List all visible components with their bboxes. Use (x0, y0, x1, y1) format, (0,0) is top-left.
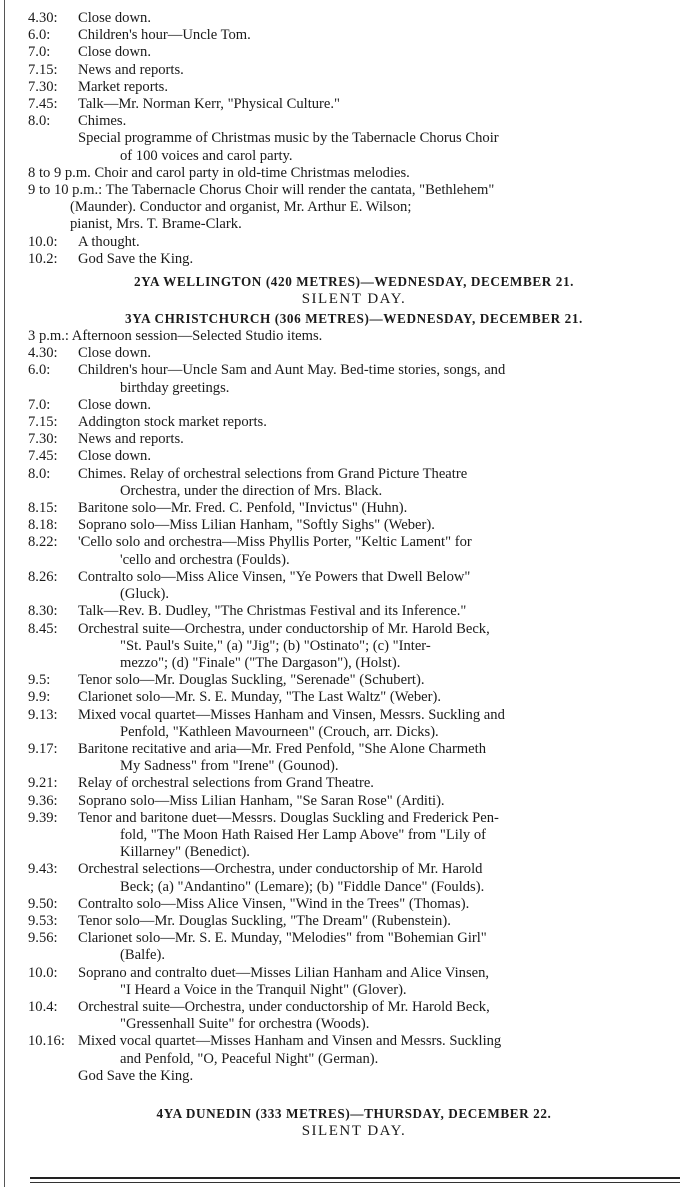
entry-time: 7.15: (28, 414, 58, 431)
entry-time: 7.30: (28, 431, 58, 448)
entry-text: Mixed vocal quartet—Misses Hanham and Vinsen and Messrs. Suckling (78, 1033, 502, 1050)
programme-entry (28, 930, 680, 964)
entry-text: God Save the King. (78, 1067, 194, 1084)
entry-text: Clarionet solo—Mr. S. E. Munday, "Melodies" from "Bohemian Girl" (78, 930, 487, 947)
station-heading: 2YA WELLINGTON (420 METRES)—WEDNESDAY, DECEMBER 21. (133, 274, 575, 290)
entry-text: Baritone solo—Mr. Fred. C. Penfold, "Invictus" (Huhn). (78, 500, 408, 517)
entry-text: Close down. (78, 10, 151, 26)
entry-continuation: (Gluck). (120, 586, 170, 603)
entry-time: 9.39: (28, 809, 58, 826)
station-heading: 3YA CHRISTCHURCH (306 METRES)—WEDNESDAY, DECEMBER 21. (125, 311, 583, 327)
programme-entry (28, 10, 680, 27)
entry-continuation: mezzo"; (d) "Finale" ("The Dargason"), (Holst). (120, 654, 401, 671)
programme-entry (28, 517, 680, 534)
section-3ya-christchurch (28, 310, 680, 1085)
entry-text: Mixed vocal quartet—Misses Hanham and Vinsen, Messrs. Suckling and (78, 706, 505, 723)
entry-text: Contralto solo—Miss Alice Vinsen, "Ye Powers that Dwell Below" (78, 568, 471, 585)
entry-time: 9.53: (28, 912, 58, 929)
footer-rule-thin (30, 1182, 680, 1183)
programme-entry-3pm (28, 328, 680, 345)
entry-continuation: 'cello and orchestra (Foulds). (120, 551, 290, 568)
entry-text: Soprano solo—Miss Lilian Hanham, "Softly Sighs" (Weber). (78, 517, 435, 534)
entry-text: Clarionet solo—Mr. S. E. Munday, "The Last Waltz" (Weber). (78, 689, 441, 706)
entry-continuation: fold, "The Moon Hath Raised Her Lamp Above" from "Lily of (120, 826, 487, 843)
programme-entry (28, 62, 680, 79)
programme-entry (28, 603, 680, 620)
entry-text: Addington stock market reports. (78, 414, 267, 431)
programme-entry (28, 466, 680, 500)
programme-entry (28, 621, 680, 673)
programme-entry (28, 44, 680, 61)
programme-entry (28, 345, 680, 362)
programme-entry (28, 810, 680, 862)
section-continued-programme (28, 10, 680, 268)
entry-text: Relay of orchestral selections from Grand Theatre. (78, 775, 374, 792)
entry-continuation: (Balfe). (120, 947, 165, 964)
entry-time: 8.0: (28, 465, 51, 482)
entry-text: News and reports. (78, 61, 184, 78)
programme-entry (28, 793, 680, 810)
entry-time: 10.16: (28, 1033, 65, 1050)
silent-day-label: SILENT DAY. (301, 1122, 407, 1139)
entry-text: Talk—Mr. Norman Kerr, "Physical Culture." (78, 96, 341, 113)
programme-entry (28, 113, 680, 130)
entry-text: Tenor solo—Mr. Douglas Suckling, "The Dream" (Rubenstein). (78, 912, 451, 929)
entry-text: Close down. (78, 396, 151, 413)
entry-continuation: pianist, Mrs. T. Brame-Clark. (70, 216, 242, 233)
entry-text: 8 to 9 p.m. Choir and carol party in old-time Christmas melodies. (28, 164, 410, 181)
entry-text: Children's hour—Uncle Sam and Aunt May. Bed-time stories, songs, and (78, 362, 506, 379)
entry-time: 4.30: (28, 345, 58, 362)
entry-time: 7.0: (28, 396, 51, 413)
entry-text: God Save the King. (78, 250, 194, 267)
entry-time: 8.15: (28, 500, 58, 517)
silent-day-label: SILENT DAY. (301, 291, 407, 308)
entry-time: 10.2: (28, 250, 58, 267)
programme-entry (28, 534, 680, 568)
entry-time: 8.22: (28, 534, 58, 551)
entry-continuation: Penfold, "Kathleen Mavourneen" (Crouch, arr. Dicks). (120, 723, 439, 740)
section-4ya-dunedin (28, 1105, 680, 1140)
entry-time: 8.30: (28, 603, 58, 620)
entry-time: 8.45: (28, 620, 58, 637)
entry-text: 'Cello solo and orchestra—Miss Phyllis Porter, "Keltic Lament" for (78, 534, 472, 551)
entry-text: Orchestral suite—Orchestra, under conductorship of Mr. Harold Beck, (78, 620, 490, 637)
entry-time: 7.30: (28, 78, 58, 95)
entry-time: 9.21: (28, 775, 58, 792)
programme-entry (28, 689, 680, 706)
entry-continuation: birthday greetings. (120, 379, 230, 396)
entry-text: News and reports. (78, 431, 184, 448)
entry-continuation: Beck; (a) "Andantino" (Lemare); (b) "Fiddle Dance" (Foulds). (120, 878, 485, 895)
entry-time: 9.9: (28, 689, 51, 706)
programme-entry (28, 251, 680, 268)
programme-entry (28, 999, 680, 1033)
entry-time: 9.13: (28, 706, 58, 723)
entry-continuation: "Gressenhall Suite" for orchestra (Woods). (120, 1016, 370, 1033)
entry-time: 9.56: (28, 930, 58, 947)
entry-time: 8.18: (28, 517, 58, 534)
entry-text: 3 p.m.: Afternoon session—Selected Studio items. (28, 328, 323, 345)
programme-entry-9-to-10 (28, 182, 680, 234)
entry-time: 8.0: (28, 113, 51, 130)
special-programme-note (28, 130, 680, 164)
programme-entry (28, 569, 680, 603)
programme-entry (28, 775, 680, 792)
programme-entry (28, 448, 680, 465)
programme-column (28, 10, 680, 1140)
programme-entry (28, 1033, 680, 1067)
programme-entry (28, 96, 680, 113)
programme-entry (28, 741, 680, 775)
programme-entry (28, 707, 680, 741)
programme-entry (28, 913, 680, 930)
entry-continuation: "I Heard a Voice in the Tranquil Night" (Glover). (120, 981, 407, 998)
entry-time: 7.45: (28, 96, 58, 113)
entry-time: 6.0: (28, 362, 51, 379)
entry-time: 7.0: (28, 44, 51, 61)
entry-time: 10.0: (28, 233, 58, 250)
programme-entry (28, 861, 680, 895)
programme-entry (28, 672, 680, 689)
entry-text: Orchestral suite—Orchestra, under conductorship of Mr. Harold Beck, (78, 998, 490, 1015)
entry-text: 9 to 10 p.m.: The Tabernacle Chorus Choir will render the cantata, "Bethlehem" (28, 182, 495, 199)
entry-text: Children's hour—Uncle Tom. (78, 27, 251, 44)
entry-text: Close down. (78, 44, 151, 61)
entry-text: A thought. (78, 233, 140, 250)
programme-entry (28, 500, 680, 517)
entry-continuation: My Sadness" from "Irene" (Gounod). (120, 758, 339, 775)
entry-text: Talk—Rev. B. Dudley, "The Christmas Festival and its Inference." (78, 603, 467, 620)
entry-text: Close down. (78, 345, 151, 362)
programme-entry (28, 896, 680, 913)
entry-text: Contralto solo—Miss Alice Vinsen, "Wind in the Trees" (Thomas). (78, 895, 470, 912)
entry-time: 10.4: (28, 998, 58, 1015)
programme-entry (28, 414, 680, 431)
programme-entry-8-to-9 (28, 165, 680, 182)
entry-continuation: of 100 voices and carol party. (120, 147, 293, 164)
programme-entry (28, 234, 680, 251)
entry-text: Close down. (78, 448, 151, 465)
programme-entry (28, 362, 680, 396)
entry-time: 4.30: (28, 10, 58, 26)
entry-text: Soprano and contralto duet—Misses Lilian Hanham and Alice Vinsen, (78, 964, 490, 981)
entry-text: Market reports. (78, 78, 168, 95)
entry-time: 6.0: (28, 27, 51, 44)
entry-text: Orchestral selections—Orchestra, under conductorship of Mr. Harold (78, 861, 483, 878)
entry-continuation: Killarney" (Benedict). (120, 844, 250, 861)
closing-entry (28, 1068, 680, 1085)
station-heading: 4YA DUNEDIN (333 METRES)—THURSDAY, DECEMBER 22. (156, 1105, 552, 1121)
entry-text: Baritone recitative and aria—Mr. Fred Penfold, "She Alone Charmeth (78, 740, 486, 757)
entry-continuation: "St. Paul's Suite," (a) "Jig"; (b) "Ostinato"; (c) "Inter- (120, 637, 431, 654)
entry-time: 9.43: (28, 861, 58, 878)
entry-text: Special programme of Christmas music by the Tabernacle Chorus Choir (78, 130, 499, 147)
entry-time: 7.15: (28, 61, 58, 78)
column-rule (4, 0, 5, 1187)
entry-text: Chimes. Relay of orchestral selections from Grand Picture Theatre (78, 465, 468, 482)
entry-time: 10.0: (28, 964, 58, 981)
footer-rule-thick (30, 1177, 680, 1179)
entry-time: 8.26: (28, 568, 58, 585)
programme-entry (28, 431, 680, 448)
entry-text: Tenor and baritone duet—Messrs. Douglas Suckling and Frederick Pen- (78, 809, 499, 826)
programme-entry (28, 397, 680, 414)
entry-text: Tenor solo—Mr. Douglas Suckling, "Serenade" (Schubert). (78, 672, 425, 689)
programme-entry (28, 27, 680, 44)
entry-time: 9.36: (28, 792, 58, 809)
entry-continuation: (Maunder). Conductor and organist, Mr. Arthur E. Wilson; (70, 199, 412, 216)
entry-time: 9.5: (28, 672, 51, 689)
entry-time: 9.17: (28, 740, 58, 757)
entry-time: 7.45: (28, 448, 58, 465)
footer-rules (30, 1177, 680, 1183)
entry-continuation: and Penfold, "O, Peaceful Night" (German). (120, 1050, 379, 1067)
entry-time: 9.50: (28, 895, 58, 912)
section-2ya-wellington (28, 273, 680, 308)
entry-text: Soprano solo—Miss Lilian Hanham, "Se Saran Rose" (Arditi). (78, 792, 445, 809)
christchurch-entries (28, 345, 680, 1068)
programme-entry (28, 79, 680, 96)
programme-entry (28, 965, 680, 999)
entry-continuation: Orchestra, under the direction of Mrs. Black. (120, 482, 383, 499)
entry-text: Chimes. (78, 113, 127, 130)
